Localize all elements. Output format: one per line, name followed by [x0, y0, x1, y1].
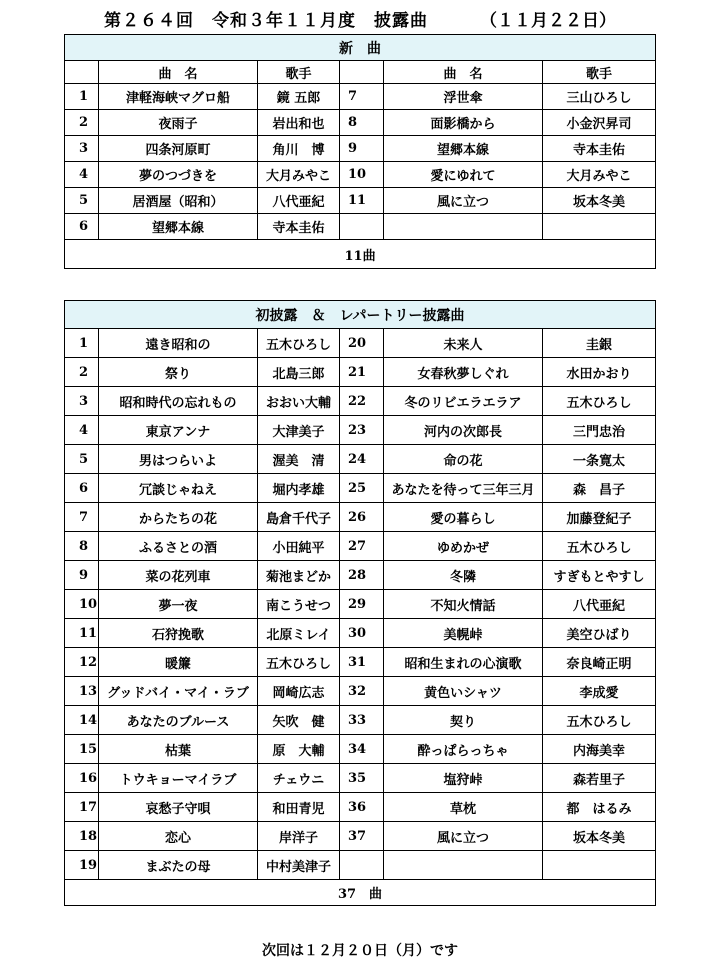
cell-song2: 河内の次郎長	[384, 416, 543, 445]
cell-no: 1	[65, 329, 99, 358]
cell-no2: 30	[340, 619, 384, 648]
table-row	[65, 445, 656, 474]
cell-no2: 8	[340, 110, 384, 136]
cell-song2: 冬隣	[384, 561, 543, 590]
cell-song2: 望郷本線	[384, 136, 543, 162]
table-row	[65, 214, 656, 240]
cell-singer: 五木ひろし	[258, 648, 340, 677]
cell-song2: 命の花	[384, 445, 543, 474]
new-songs-header-row	[65, 35, 656, 61]
cell-no2: 10	[340, 162, 384, 188]
cell-no: 17	[65, 793, 99, 822]
cell-no2: 11	[340, 188, 384, 214]
cell-no: 3	[65, 136, 99, 162]
table-row	[65, 590, 656, 619]
cell-no2: 24	[340, 445, 384, 474]
cell-song2: 浮世傘	[384, 84, 543, 110]
new-songs-header: 新 曲	[65, 35, 656, 61]
cell-singer: おおい大輔	[258, 387, 340, 416]
cell-song: 夢一夜	[99, 590, 258, 619]
total-row	[65, 240, 656, 269]
cell-song: 津軽海峡マグロ船	[99, 84, 258, 110]
cell-song: からたちの花	[99, 503, 258, 532]
cell-song: 冗談じゃねえ	[99, 474, 258, 503]
title-date: （１１月２２日）	[480, 11, 616, 31]
cell-song: あなたのブルース	[99, 706, 258, 735]
cell-singer2: 美空ひばり	[543, 619, 656, 648]
cell-song: トウキョーマイラブ	[99, 764, 258, 793]
table-row	[65, 677, 656, 706]
cell-song: 望郷本線	[99, 214, 258, 240]
column-header-song: 曲 名	[384, 61, 543, 84]
cell-singer2: 森若里子	[543, 764, 656, 793]
next-session-note: 次回は１２月２０日（月）です	[262, 943, 458, 959]
cell-no: 1	[65, 84, 99, 110]
cell-singer2: 三門忠治	[543, 416, 656, 445]
cell-singer2: 奈良崎正明	[543, 648, 656, 677]
cell-no2: 7	[340, 84, 384, 110]
cell-song: 哀愁子守唄	[99, 793, 258, 822]
cell-no: 15	[65, 735, 99, 764]
table-row	[65, 532, 656, 561]
cell-singer2: 小金沢昇司	[543, 110, 656, 136]
cell-song2: 面影橋から	[384, 110, 543, 136]
cell-singer: 鏡 五郎	[258, 84, 340, 110]
cell-singer: 大月みやこ	[258, 162, 340, 188]
table-row	[65, 503, 656, 532]
cell-song2: 草枕	[384, 793, 543, 822]
cell-singer: 大津美子	[258, 416, 340, 445]
table-row	[65, 387, 656, 416]
cell-no2: 28	[340, 561, 384, 590]
table-row	[65, 136, 656, 162]
cell-song: 居酒屋（昭和）	[99, 188, 258, 214]
cell-no: 8	[65, 532, 99, 561]
cell-no: 19	[65, 851, 99, 880]
cell-singer2: 内海美幸	[543, 735, 656, 764]
cell-song2: 未来人	[384, 329, 543, 358]
cell-song2: 冬のリビエラエラア	[384, 387, 543, 416]
cell-singer: 岡崎広志	[258, 677, 340, 706]
cell-no2: 27	[340, 532, 384, 561]
cell-song2: 愛にゆれて	[384, 162, 543, 188]
cell-no2	[340, 214, 384, 240]
table-row	[65, 329, 656, 358]
table-row	[65, 793, 656, 822]
cell-singer: 五木ひろし	[258, 329, 340, 358]
cell-singer2: 三山ひろし	[543, 84, 656, 110]
table-row	[65, 162, 656, 188]
cell-no: 16	[65, 764, 99, 793]
cell-no: 3	[65, 387, 99, 416]
cell-singer: 寺本圭佑	[258, 214, 340, 240]
cell-no2: 22	[340, 387, 384, 416]
cell-song2: 風に立つ	[384, 188, 543, 214]
cell-singer2: 大月みやこ	[543, 162, 656, 188]
cell-singer: 堀内孝雄	[258, 474, 340, 503]
cell-singer: 渥美 清	[258, 445, 340, 474]
cell-singer2: 李成愛	[543, 677, 656, 706]
cell-song: 夢のつづきを	[99, 162, 258, 188]
cell-no2: 26	[340, 503, 384, 532]
column-header-empty	[65, 61, 99, 84]
cell-song2: 酔っぱらっちゃ	[384, 735, 543, 764]
cell-no: 6	[65, 214, 99, 240]
cell-singer2: 五木ひろし	[543, 387, 656, 416]
cell-song2: ゆめかぜ	[384, 532, 543, 561]
cell-song: 枯葉	[99, 735, 258, 764]
table-row	[65, 735, 656, 764]
cell-no: 14	[65, 706, 99, 735]
table-row	[65, 474, 656, 503]
cell-singer2: 加藤登紀子	[543, 503, 656, 532]
cell-singer: 島倉千代子	[258, 503, 340, 532]
title-main: 第２６４回 令和３年１１月度 披露曲	[104, 11, 428, 31]
cell-song2: 美幌峠	[384, 619, 543, 648]
column-header-song: 曲 名	[99, 61, 258, 84]
cell-song: 遠き昭和の	[99, 329, 258, 358]
cell-singer2: 都 はるみ	[543, 793, 656, 822]
cell-song2: あなたを待って三年三月	[384, 474, 543, 503]
cell-song2: 愛の暮らし	[384, 503, 543, 532]
repertoire-header-row	[65, 301, 656, 329]
cell-singer: 中村美津子	[258, 851, 340, 880]
table-row	[65, 84, 656, 110]
table-row	[65, 822, 656, 851]
cell-no: 5	[65, 445, 99, 474]
cell-song2: 黄色いシャツ	[384, 677, 543, 706]
cell-song: グッドバイ・マイ・ラブ	[99, 677, 258, 706]
cell-singer2: 一条寛太	[543, 445, 656, 474]
cell-singer2: 五木ひろし	[543, 532, 656, 561]
cell-song: 男はつらいよ	[99, 445, 258, 474]
cell-song2: 契り	[384, 706, 543, 735]
cell-no2: 37	[340, 822, 384, 851]
cell-no2: 29	[340, 590, 384, 619]
cell-singer2	[543, 851, 656, 880]
cell-singer: 菊池まどか	[258, 561, 340, 590]
cell-no2: 33	[340, 706, 384, 735]
cell-song: 祭り	[99, 358, 258, 387]
cell-singer: チェウニ	[258, 764, 340, 793]
cell-song: 石狩挽歌	[99, 619, 258, 648]
cell-no: 4	[65, 162, 99, 188]
cell-song2	[384, 214, 543, 240]
cell-singer: 和田青児	[258, 793, 340, 822]
cell-singer: 小田純平	[258, 532, 340, 561]
cell-no2: 31	[340, 648, 384, 677]
cell-no2: 23	[340, 416, 384, 445]
cell-singer2: 坂本冬美	[543, 188, 656, 214]
column-header-row	[65, 61, 656, 84]
column-header-empty	[340, 61, 384, 84]
cell-singer: 原 大輔	[258, 735, 340, 764]
cell-no: 7	[65, 503, 99, 532]
cell-singer2: 水田かおり	[543, 358, 656, 387]
table-row	[65, 648, 656, 677]
cell-song2: 塩狩峠	[384, 764, 543, 793]
column-header-singer: 歌手	[543, 61, 656, 84]
cell-no: 11	[65, 619, 99, 648]
cell-no2: 36	[340, 793, 384, 822]
song-count-total: 37 曲	[65, 880, 656, 906]
cell-singer: 岸洋子	[258, 822, 340, 851]
table-row	[65, 561, 656, 590]
cell-singer2: 八代亜紀	[543, 590, 656, 619]
cell-singer: 八代亜紀	[258, 188, 340, 214]
cell-song2: 不知火情話	[384, 590, 543, 619]
repertoire-header: 初披露 ＆ レパートリー披露曲	[65, 301, 656, 329]
cell-song: 昭和時代の忘れもの	[99, 387, 258, 416]
total-row	[65, 880, 656, 906]
cell-no2: 25	[340, 474, 384, 503]
cell-no: 12	[65, 648, 99, 677]
cell-singer2: 坂本冬美	[543, 822, 656, 851]
cell-song: 暖簾	[99, 648, 258, 677]
cell-no2: 9	[340, 136, 384, 162]
cell-song: 東京アンナ	[99, 416, 258, 445]
table-row	[65, 416, 656, 445]
cell-singer2	[543, 214, 656, 240]
cell-singer: 北原ミレイ	[258, 619, 340, 648]
cell-singer: 岩出和也	[258, 110, 340, 136]
cell-singer: 矢吹 健	[258, 706, 340, 735]
cell-singer: 北島三郎	[258, 358, 340, 387]
cell-no2: 35	[340, 764, 384, 793]
cell-song: 恋心	[99, 822, 258, 851]
cell-singer2: 圭銀	[543, 329, 656, 358]
cell-song: 菜の花列車	[99, 561, 258, 590]
cell-no2: 32	[340, 677, 384, 706]
cell-no2: 21	[340, 358, 384, 387]
document-title	[0, 2, 720, 32]
cell-no: 10	[65, 590, 99, 619]
cell-no: 5	[65, 188, 99, 214]
cell-singer: 角川 博	[258, 136, 340, 162]
cell-no: 13	[65, 677, 99, 706]
cell-no: 2	[65, 358, 99, 387]
cell-song: 夜雨子	[99, 110, 258, 136]
cell-no: 2	[65, 110, 99, 136]
cell-song2: 女春秋夢しぐれ	[384, 358, 543, 387]
cell-singer: 南こうせつ	[258, 590, 340, 619]
cell-no2	[340, 851, 384, 880]
cell-no: 6	[65, 474, 99, 503]
cell-no2: 34	[340, 735, 384, 764]
table-row	[65, 358, 656, 387]
table-row	[65, 851, 656, 880]
cell-singer2: 森 昌子	[543, 474, 656, 503]
cell-song: まぶたの母	[99, 851, 258, 880]
cell-song2: 昭和生まれの心演歌	[384, 648, 543, 677]
cell-song: ふるさとの酒	[99, 532, 258, 561]
cell-song: 四条河原町	[99, 136, 258, 162]
table-row	[65, 619, 656, 648]
table-row	[65, 188, 656, 214]
cell-no: 18	[65, 822, 99, 851]
table-row	[65, 110, 656, 136]
cell-singer2: すぎもとやすし	[543, 561, 656, 590]
cell-singer2: 寺本圭佑	[543, 136, 656, 162]
cell-song2	[384, 851, 543, 880]
column-header-singer: 歌手	[258, 61, 340, 84]
table-row	[65, 706, 656, 735]
new-songs-table	[64, 34, 656, 269]
song-count-total: 11曲	[65, 240, 656, 269]
table-row	[65, 764, 656, 793]
repertoire-table	[64, 300, 656, 906]
cell-no: 4	[65, 416, 99, 445]
cell-no2: 20	[340, 329, 384, 358]
cell-no: 9	[65, 561, 99, 590]
cell-singer2: 五木ひろし	[543, 706, 656, 735]
cell-song2: 風に立つ	[384, 822, 543, 851]
